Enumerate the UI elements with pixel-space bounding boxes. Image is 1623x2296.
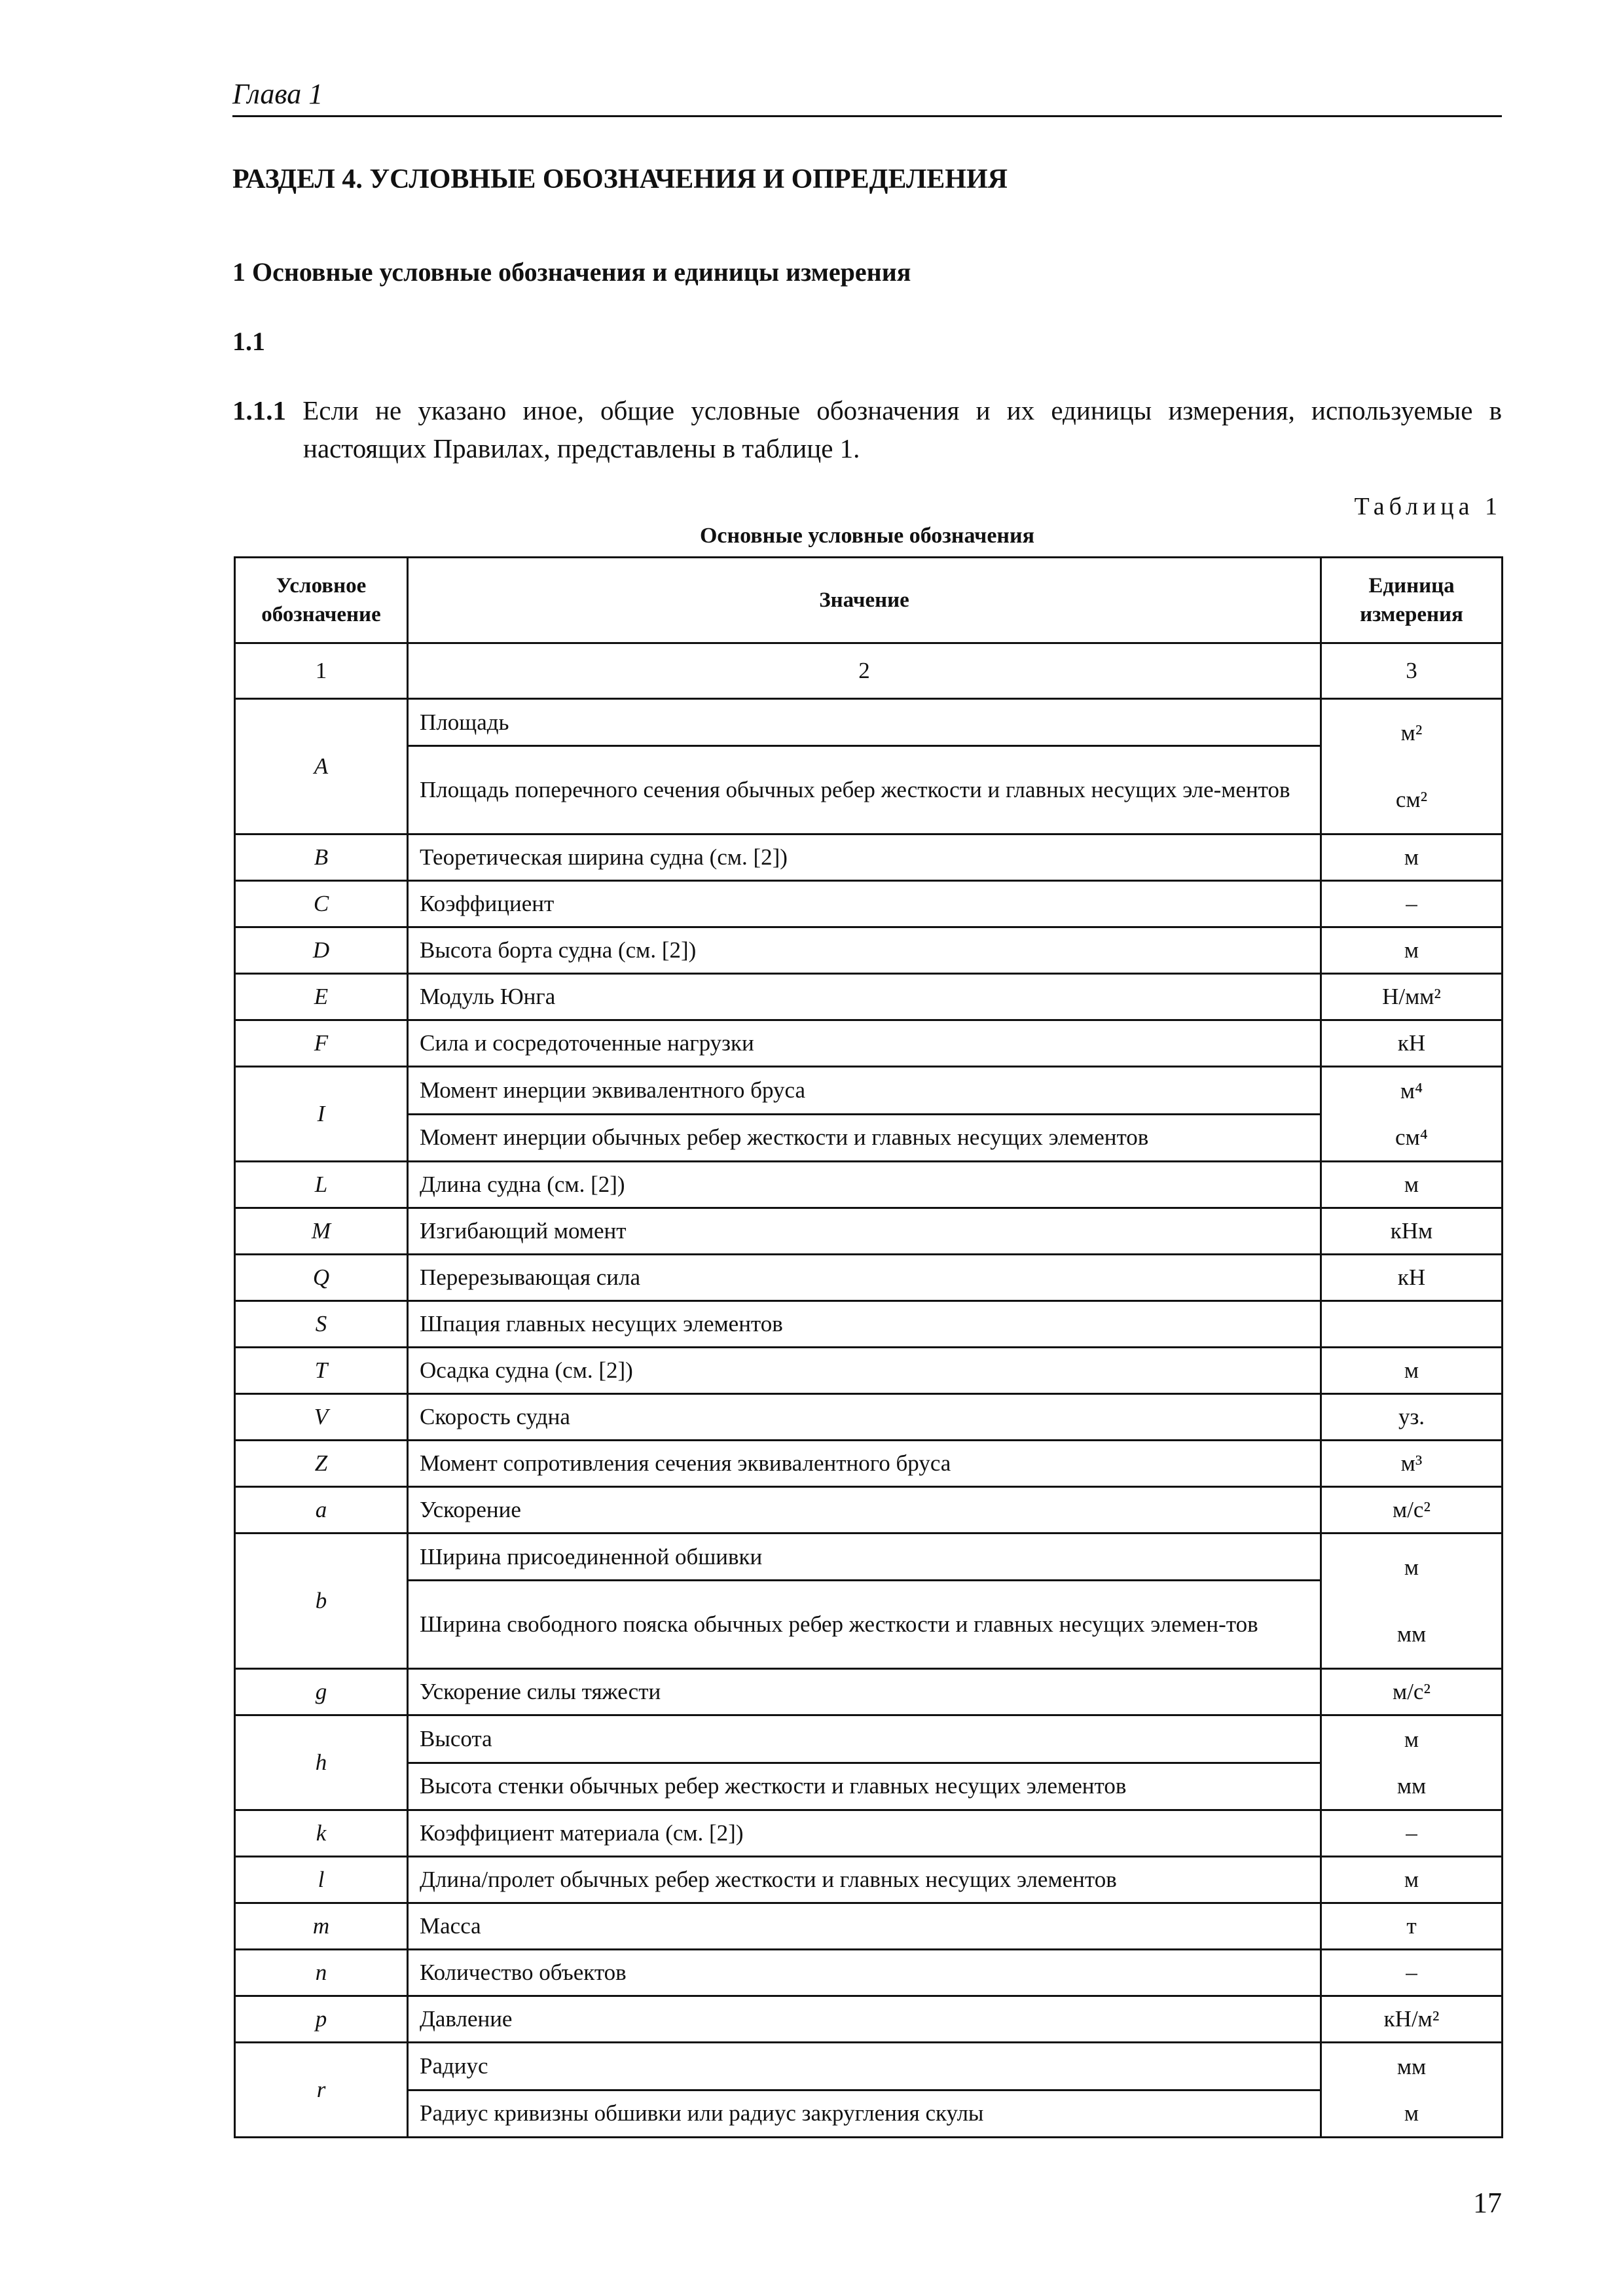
symbol-cell: C [235, 881, 408, 927]
unit-cell: м/с² [1321, 1669, 1503, 1715]
header-symbol: Условное обозначение [235, 558, 408, 643]
paragraph-text-line1: Если не указано иное, общие условные обозначения и их единицы измерения, используемые в [302, 395, 1503, 425]
column-index: 2 [408, 643, 1321, 699]
unit-cell: – [1321, 1810, 1503, 1857]
meaning-cell: Момент сопротивления сечения эквивалентного бруса [408, 1441, 1321, 1487]
table-row [235, 1810, 1503, 1857]
unit-cell [1321, 1301, 1503, 1348]
unit-value: мм [1396, 1772, 1427, 1799]
table-header-row [235, 558, 1503, 643]
table-row [235, 746, 1503, 834]
clause-number: 1.1 [232, 327, 265, 356]
table-row [235, 1581, 1503, 1669]
subsection-title: 1 Основные условные обозначения и единицы измерения [232, 257, 911, 287]
unit-value: м [1404, 1726, 1419, 1752]
table-row [235, 1857, 1503, 1903]
symbol-cell: p [235, 1996, 408, 2043]
unit-cell: м [1321, 927, 1503, 974]
table-row [235, 1715, 1503, 1763]
table-row [235, 699, 1503, 746]
symbol-cell: I [235, 1067, 408, 1162]
unit-cell: кН/м² [1321, 1996, 1503, 2043]
table-row [235, 1996, 1503, 2043]
symbol-cell: a [235, 1487, 408, 1534]
symbol-cell: T [235, 1348, 408, 1394]
meaning-cell: Модуль Юнга [408, 974, 1321, 1020]
table-row [235, 1950, 1503, 1996]
paragraph-number: 1.1.1 [232, 395, 286, 425]
symbol-cell: h [235, 1715, 408, 1810]
table-row [235, 927, 1503, 974]
meaning-cell: Высота стенки обычных ребер жесткости и главных несущих элементов [408, 1763, 1321, 1810]
meaning-cell: Площадь [408, 699, 1321, 746]
header-unit: Единица измерения [1321, 558, 1503, 643]
meaning-cell: Количество объектов [408, 1950, 1321, 1996]
unit-cell: кН [1321, 1255, 1503, 1301]
table-row [235, 881, 1503, 927]
section-title: РАЗДЕЛ 4. УСЛОВНЫЕ ОБОЗНАЧЕНИЯ И ОПРЕДЕЛЕНИЯ [232, 164, 1008, 194]
symbol-cell: B [235, 834, 408, 881]
unit-cell [1321, 2043, 1503, 2138]
column-index-row [235, 643, 1503, 699]
symbol-cell: D [235, 927, 408, 974]
meaning-cell: Давление [408, 1996, 1321, 2043]
meaning-cell: Длина судна (см. [2]) [408, 1162, 1321, 1208]
unit-cell: уз. [1321, 1394, 1503, 1441]
table-row [235, 1162, 1503, 1208]
unit-value: мм [1396, 2053, 1427, 2079]
table-row [235, 1208, 1503, 1255]
symbol-cell: r [235, 2043, 408, 2138]
symbol-cell: F [235, 1020, 408, 1067]
unit-cell [1321, 1715, 1503, 1810]
unit-cell [1321, 1067, 1503, 1162]
meaning-cell: Коэффициент [408, 881, 1321, 927]
unit-value: мм [1396, 1621, 1427, 1647]
symbol-cell: l [235, 1857, 408, 1903]
unit-cell: м [1321, 834, 1503, 881]
symbol-cell: g [235, 1669, 408, 1715]
table-row [235, 1020, 1503, 1067]
unit-cell: т [1321, 1903, 1503, 1950]
meaning-cell: Момент инерции эквивалентного бруса [408, 1067, 1321, 1115]
header-meaning: Значение [408, 558, 1321, 643]
unit-cell: м³ [1321, 1441, 1503, 1487]
table-row [235, 1903, 1503, 1950]
table-row [235, 1394, 1503, 1441]
header-divider [232, 115, 1502, 117]
meaning-cell: Площадь поперечного сечения обычных ребер жесткости и главных несущих эле-ментов [408, 746, 1321, 834]
meaning-cell: Длина/пролет обычных ребер жесткости и главных несущих элементов [408, 1857, 1321, 1903]
symbol-cell: S [235, 1301, 408, 1348]
table-row [235, 1441, 1503, 1487]
symbols-table [234, 556, 1503, 2138]
meaning-cell: Перерезывающая сила [408, 1255, 1321, 1301]
meaning-cell: Радиус кривизны обшивки или радиус закругления скулы [408, 2090, 1321, 2138]
meaning-cell: Масса [408, 1903, 1321, 1950]
table-row [235, 974, 1503, 1020]
unit-value: м² [1400, 720, 1423, 745]
column-index: 3 [1321, 643, 1503, 699]
table-row [235, 1301, 1503, 1348]
table-row [235, 1067, 1503, 1115]
table-row [235, 2090, 1503, 2138]
table-caption: Основные условные обозначения [699, 524, 1034, 548]
symbol-cell: V [235, 1394, 408, 1441]
symbol-cell: b [235, 1534, 408, 1669]
unit-cell: кН [1321, 1020, 1503, 1067]
symbol-cell: M [235, 1208, 408, 1255]
meaning-cell: Коэффициент материала (см. [2]) [408, 1810, 1321, 1857]
table-row [235, 1255, 1503, 1301]
unit-cell: Н/мм² [1321, 974, 1503, 1020]
unit-value: м [1404, 1554, 1419, 1580]
table-row [235, 1348, 1503, 1394]
table-row [235, 1534, 1503, 1581]
table-row [235, 2043, 1503, 2090]
unit-cell: кНм [1321, 1208, 1503, 1255]
chapter-header: Глава 1 [232, 78, 323, 110]
column-index: 1 [235, 643, 408, 699]
unit-cell: – [1321, 881, 1503, 927]
table-row [235, 1114, 1503, 1162]
unit-value: м⁴ [1400, 1077, 1423, 1103]
table-row [235, 1487, 1503, 1534]
meaning-cell: Сила и сосредоточенные нагрузки [408, 1020, 1321, 1067]
symbol-cell: k [235, 1810, 408, 1857]
symbol-cell: Z [235, 1441, 408, 1487]
meaning-cell: Ширина присоединенной обшивки [408, 1534, 1321, 1581]
meaning-cell: Теоретическая ширина судна (см. [2]) [408, 834, 1321, 881]
unit-cell: м [1321, 1348, 1503, 1394]
meaning-cell: Изгибающий момент [408, 1208, 1321, 1255]
meaning-cell: Осадка судна (см. [2]) [408, 1348, 1321, 1394]
symbol-cell: m [235, 1903, 408, 1950]
meaning-cell: Момент инерции обычных ребер жесткости и главных несущих элементов [408, 1114, 1321, 1162]
meaning-cell: Ширина свободного пояска обычных ребер жесткости и главных несущих элемен-тов [408, 1581, 1321, 1669]
symbol-cell: Q [235, 1255, 408, 1301]
table-row [235, 1669, 1503, 1715]
paragraph-text-line2: настоящих Правилах, представлены в таблице 1. [303, 433, 860, 463]
unit-cell [1321, 1534, 1503, 1669]
unit-value: м [1404, 2100, 1419, 2126]
table-row [235, 834, 1503, 881]
table-row [235, 1763, 1503, 1810]
unit-value: см² [1395, 787, 1428, 812]
meaning-cell: Ускорение силы тяжести [408, 1669, 1321, 1715]
page-number: 17 [1473, 2187, 1502, 2219]
symbol-cell: E [235, 974, 408, 1020]
meaning-cell: Высота борта судна (см. [2]) [408, 927, 1321, 974]
unit-value: см⁴ [1395, 1124, 1428, 1150]
unit-cell [1321, 699, 1503, 834]
unit-cell: м/с² [1321, 1487, 1503, 1534]
symbol-cell: n [235, 1950, 408, 1996]
symbol-cell: L [235, 1162, 408, 1208]
meaning-cell: Шпация главных несущих элементов [408, 1301, 1321, 1348]
table-label: Таблица 1 [1354, 493, 1502, 520]
meaning-cell: Высота [408, 1715, 1321, 1763]
unit-cell: – [1321, 1950, 1503, 1996]
unit-cell: м [1321, 1857, 1503, 1903]
meaning-cell: Радиус [408, 2043, 1321, 2090]
unit-cell: м [1321, 1162, 1503, 1208]
paragraph-1-1-1 [232, 391, 1502, 467]
meaning-cell: Ускорение [408, 1487, 1321, 1534]
symbol-cell: A [235, 699, 408, 834]
meaning-cell: Скорость судна [408, 1394, 1321, 1441]
